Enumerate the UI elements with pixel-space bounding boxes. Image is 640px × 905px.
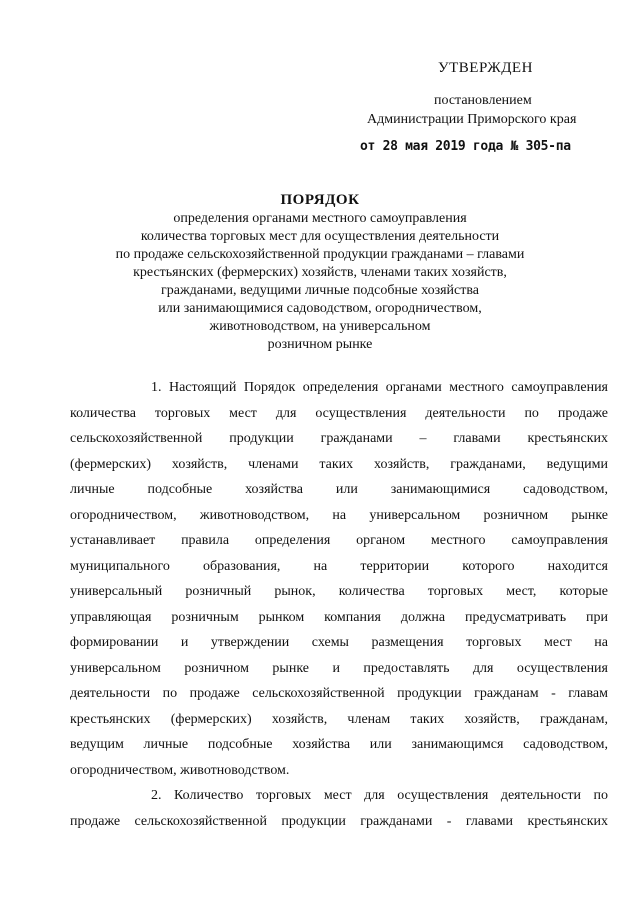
title-heading: ПОРЯДОК <box>280 192 360 208</box>
paragraph-line <box>70 558 608 584</box>
title-line: крестьянских (фермерских) хозяйств, членами таких хозяйств, <box>133 265 507 280</box>
title-line: или занимающимися садоводством, огородничеством, <box>158 301 482 316</box>
paragraph <box>70 787 608 838</box>
paragraph-line <box>70 634 608 660</box>
paragraph-line <box>70 736 608 762</box>
paragraph-line <box>70 609 608 635</box>
paragraph-line <box>70 762 608 788</box>
paragraph-line-text: универсальный розничный рынок, количества торговых мест, которые <box>70 584 608 599</box>
paragraph-line-text: личные подсобные хозяйства или занимающимися садоводством, <box>70 482 608 497</box>
paragraph-line <box>70 405 608 431</box>
paragraph-line <box>70 507 608 533</box>
title-subtitle <box>40 210 600 354</box>
paragraph-line-text: деятельности по продаже сельскохозяйственной продукции гражданам - главам <box>70 686 608 701</box>
paragraph-line <box>70 711 608 737</box>
paragraph-line-text: муниципального образования, на территории которого находится <box>70 558 608 574</box>
paragraph-line-text: устанавливает правила определения органом местного самоуправления <box>70 533 608 548</box>
title-line: количества торговых мест для осуществления деятельности <box>140 229 500 244</box>
paragraph-line <box>70 456 608 482</box>
paragraph-line <box>70 430 608 456</box>
paragraph-line-text: (фермерских) хозяйств, членами таких хозяйств, гражданами, ведущими <box>70 456 608 472</box>
title-line: гражданами, ведущими личные подсобные хозяйства <box>160 283 480 298</box>
paragraph-line <box>70 813 608 839</box>
paragraph-line <box>70 660 608 686</box>
paragraph-line-text: универсальном розничном рынке и предоставлять для осуществления <box>70 660 608 676</box>
paragraph-line-text: продаже сельскохозяйственной продукции гражданами - главами крестьянских <box>70 813 608 829</box>
paragraph-line-text: 2. Количество торговых мест для осуществления деятельности по <box>151 788 608 803</box>
approved-label: УТВЕРЖДЕН <box>438 60 533 76</box>
document-title <box>40 190 600 354</box>
paragraph-line-text: ведущим личные подсобные хозяйства или занимающимся садоводством, <box>70 737 608 752</box>
paragraph-line-text: огородничеством, животноводством, на универсальном розничном рынке <box>70 507 608 523</box>
title-line: определения органами местного самоуправления <box>173 211 467 226</box>
paragraph-line-text: 1. Настоящий Порядок определения органами местного самоуправления <box>151 380 608 395</box>
decree-label: постановлением <box>434 93 532 108</box>
paragraph <box>70 379 608 787</box>
paragraph-line <box>70 481 608 507</box>
paragraph-line <box>70 583 608 609</box>
paragraph-line-text: сельскохозяйственной продукции гражданами – главами крестьянских <box>70 431 608 446</box>
title-line: розничном рынке <box>267 337 373 352</box>
title-line: животноводством, на универсальном <box>209 319 431 334</box>
decree-date-number: от 28 мая 2019 года № 305-па <box>360 139 571 154</box>
paragraph-line <box>70 685 608 711</box>
paragraph-line-text: управляющая розничным рынком компания должна предусматривать при <box>70 609 608 625</box>
approval-block <box>360 58 620 156</box>
title-line: по продаже сельскохозяйственной продукции гражданами – главами <box>115 247 525 262</box>
paragraph-line-text: формировании и утверждении схемы размещения торговых мест на <box>70 635 608 650</box>
paragraph-line <box>70 787 608 813</box>
document-body <box>70 379 608 838</box>
paragraph-line <box>70 532 608 558</box>
administration-label: Администрации Приморского края <box>367 112 577 127</box>
paragraph-line-text: огородничеством, животноводством. <box>70 762 290 778</box>
paragraph-line-text: крестьянских (фермерских) хозяйств, членам таких хозяйств, гражданам, <box>70 711 608 727</box>
paragraph-line <box>70 379 608 405</box>
paragraph-line-text: количества торговых мест для осуществления деятельности по продаже <box>70 405 608 421</box>
